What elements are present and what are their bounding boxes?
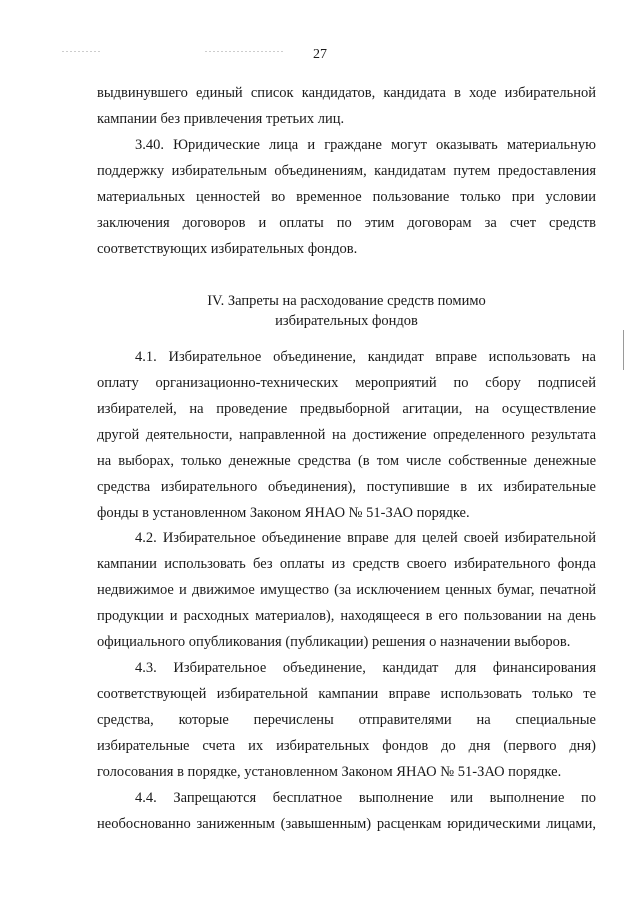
text-line: поддержку избирательным объединениям, кандидатам путем предоставления xyxy=(97,163,596,179)
text-line: кампании без привлечения третьих лиц. xyxy=(97,111,345,127)
continuation-paragraph xyxy=(97,80,596,132)
page-number: 27 xyxy=(313,47,327,62)
text-line: продукции и расходных материалов), находящееся в его пользовании на день xyxy=(97,608,596,624)
text-line: избирателей, на проведение предвыборной агитации, на осуществление xyxy=(97,401,596,417)
text-line: материальных ценностей во временное пользование только при условии xyxy=(97,189,596,205)
text-line: средства, которые перечислены отправителями на специальные xyxy=(97,712,596,728)
section-heading xyxy=(97,291,596,331)
text-line: официального опубликования (публикации) решения о назначении выборов. xyxy=(97,634,571,650)
text-line: 4.3. Избирательное объединение, кандидат для финансирования xyxy=(135,660,596,676)
section-heading-line: избирательных фондов xyxy=(275,313,418,329)
text-line: выдвинувшего единый список кандидатов, кандидата в ходе избирательной xyxy=(97,85,596,101)
paragraph-4-1 xyxy=(97,344,596,526)
text-line: 4.4. Запрещаются бесплатное выполнение или выполнение по xyxy=(135,790,596,806)
text-line: другой деятельности, направленной на достижение определенного результата xyxy=(97,427,596,443)
text-line: соответствующих избирательных фондов. xyxy=(97,241,358,257)
text-line: голосования в порядке, установленном Законом ЯНАО № 51-ЗАО порядке. xyxy=(97,764,562,780)
paragraph-3-40 xyxy=(97,132,596,262)
text-line: оплату организационно-технических мероприятий по сбору подписей xyxy=(97,375,596,391)
paragraph-4-3 xyxy=(97,655,596,785)
text-line: средства избирательного объединения), поступившие в их избирательные xyxy=(97,479,596,495)
paragraph-4-2 xyxy=(97,525,596,655)
text-line: фонды в установленном Законом ЯНАО № 51-ЗАО порядке. xyxy=(97,505,470,521)
text-line: 4.1. Избирательное объединение, кандидат вправе использовать на xyxy=(135,349,596,365)
text-line: необоснованно заниженным (завышенным) расценкам юридическими лицами, xyxy=(97,816,596,832)
text-line: недвижимое и движимое имущество (за исключением ценных бумаг, печатной xyxy=(97,582,596,598)
text-line: на выборах, только денежные средства (в том числе собственные денежные xyxy=(97,453,596,469)
text-line: соответствующей избирательной кампании вправе использовать только те xyxy=(97,686,596,702)
text-line: кампании использовать без оплаты из средств своего избирательного фонда xyxy=(97,556,596,572)
text-line: заключения договоров и оплаты по этим договорам за счет средств xyxy=(97,215,596,231)
text-line: избирательные счета их избирательных фондов до дня (первого дня) xyxy=(97,738,596,754)
text-line: 4.2. Избирательное объединение вправе для целей своей избирательной xyxy=(135,530,596,546)
margin-mark xyxy=(623,330,624,370)
text-line: 3.40. Юридические лица и граждане могут оказывать материальную xyxy=(135,137,596,153)
section-heading-line: IV. Запреты на расходование средств помимо xyxy=(207,293,486,309)
paragraph-4-4 xyxy=(97,785,596,837)
